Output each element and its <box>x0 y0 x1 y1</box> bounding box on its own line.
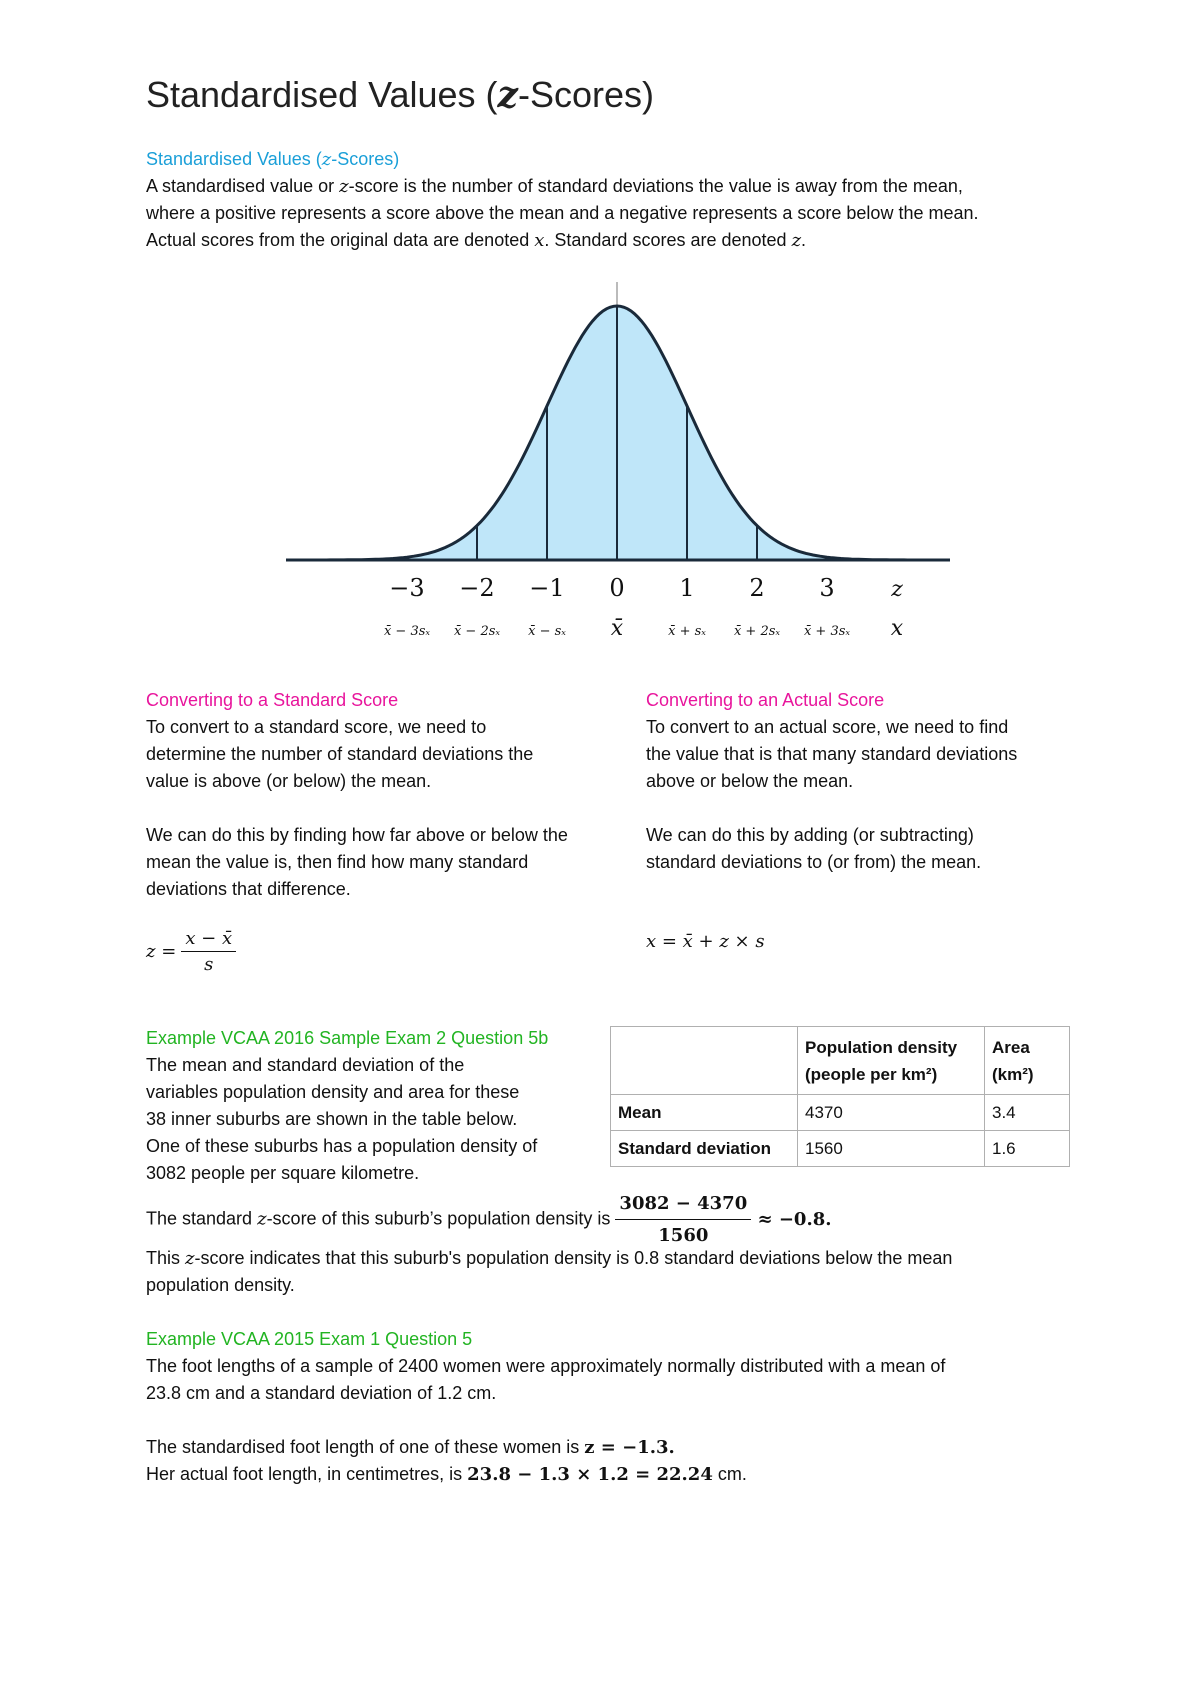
curve-group <box>286 282 950 560</box>
intro-line3-var: x <box>534 230 545 251</box>
example2-section <box>146 1326 1146 1488</box>
intro-line1-var: z <box>339 176 349 197</box>
example1-heading: Example VCAA 2016 Sample Exam 2 Question 5b <box>146 1028 549 1048</box>
answer-fraction <box>615 1190 751 1249</box>
table-row-label: Standard deviation <box>611 1131 798 1167</box>
table-row-label: Mean <box>611 1095 798 1131</box>
z-tick-label: −2 <box>459 574 495 602</box>
example1-line4: One of these suburbs has a population density of <box>146 1136 538 1156</box>
example2-line2: 23.8 cm and a standard deviation of 1.2 cm. <box>146 1383 497 1403</box>
actual-score-formula: x = x̄ + z × s <box>646 931 765 952</box>
spacer <box>146 1407 1146 1434</box>
example1-line3: 38 inner suburbs are shown in the table below. <box>146 1109 518 1129</box>
actual-score-para2-line1: We can do this by adding (or subtracting) <box>646 825 974 845</box>
z-tick-label: −3 <box>389 574 425 602</box>
standard-score-para2-line1: We can do this by finding how far above or below the <box>146 825 568 845</box>
actual-score-para1-line2: the value that is that many standard deviations <box>646 744 1018 764</box>
example2-line4-a: Her actual foot length, in centimetres, is <box>146 1464 468 1484</box>
page-title <box>146 74 654 116</box>
example2-heading: Example VCAA 2015 Exam 1 Question 5 <box>146 1329 473 1349</box>
intro-line-2: where a positive represents a score above the mean and a negative represents a score below the mean. <box>146 203 979 223</box>
x-tick-label: x̄ <box>610 616 624 641</box>
example2-line3-a: The standardised foot length of one of these women is <box>146 1437 585 1457</box>
intro-line3-c: . <box>801 230 807 250</box>
x-tick-label: x̄ + 3sₓ <box>803 624 851 639</box>
table-cell-area: 3.4 <box>985 1095 1070 1131</box>
intro-line3-b: . Standard scores are denoted <box>544 230 792 250</box>
header-density-line1: Population density <box>805 1037 958 1057</box>
intro-line3-a: Actual scores from the original data are denoted <box>146 230 535 250</box>
intro-line3-var2: z <box>791 230 802 251</box>
intro-heading-prefix: Standardised Values ( <box>146 149 322 169</box>
normal-curve-diagram <box>270 270 960 650</box>
example2-line4 <box>146 1461 1146 1488</box>
title-prefix: Standardised Values ( <box>146 74 498 115</box>
spacer <box>646 795 1106 822</box>
x-tick-label: x̄ − 3sₓ <box>383 624 431 639</box>
intro-heading-var: z <box>321 149 332 170</box>
conclusion-a: This <box>146 1248 186 1268</box>
standard-score-para2-line2: mean the value is, then find how many standard <box>146 852 529 872</box>
formula-lhs: z = <box>146 941 177 962</box>
table-header-density <box>798 1027 985 1095</box>
example2-line4-b: cm. <box>712 1464 747 1484</box>
answer-numerator: 3082 − 4370 <box>615 1190 751 1220</box>
intro-line-3 <box>146 227 1146 254</box>
actual-score-heading: Converting to an Actual Score <box>646 690 885 710</box>
header-area-line1: Area <box>992 1037 1030 1057</box>
example1-conclusion <box>146 1245 1146 1299</box>
conclusion-line2: population density. <box>146 1275 295 1295</box>
answer-text-b: -score of this suburb’s population density is <box>266 1208 616 1229</box>
example1-line2: variables population density and area for these <box>146 1082 520 1102</box>
example2-line4-math: 23.8 − 1.3 × 1.2 = 22.24 <box>467 1464 713 1485</box>
example1-table-wrap <box>610 1026 1070 1167</box>
example1-answer <box>146 1190 832 1249</box>
example1-line5: 3082 people per square kilometre. <box>146 1163 420 1183</box>
table-corner-cell <box>611 1027 798 1095</box>
formula-fraction <box>181 928 236 975</box>
z-tick-label: 3 <box>819 574 835 602</box>
example1-line1: The mean and standard deviation of the <box>146 1055 465 1075</box>
header-density-line2: (people per km²) <box>805 1064 938 1084</box>
x-tick-label: x̄ + 2sₓ <box>733 624 781 639</box>
z-axis-label: z <box>891 577 903 602</box>
actual-score-para1-line3: above or below the mean. <box>646 771 854 791</box>
conclusion-b: -score indicates that this suburb's population density is 0.8 standard deviations below the mean <box>194 1248 953 1268</box>
answer-text-a: The standard <box>146 1208 258 1229</box>
example2-line1: The foot lengths of a sample of 2400 women were approximately normally distributed with a mean of <box>146 1356 946 1376</box>
table-cell-area: 1.6 <box>985 1131 1070 1167</box>
intro-line-1 <box>146 173 1146 200</box>
title-suffix: -Scores) <box>518 74 655 115</box>
header-area-line2: (km²) <box>992 1064 1034 1084</box>
standard-score-formula <box>146 928 236 975</box>
standard-score-para1-line2: determine the number of standard deviations the <box>146 744 534 764</box>
example2-line3-math: z = −1.3. <box>584 1437 675 1458</box>
standard-score-para1-line1: To convert to a standard score, we need to <box>146 717 487 737</box>
standard-score-para2-line3: deviations that difference. <box>146 879 351 899</box>
conclusion-var: z <box>185 1248 195 1269</box>
label-group <box>384 574 904 641</box>
formula-denominator: s <box>204 954 214 975</box>
table-header-row <box>611 1027 1070 1095</box>
x-axis-label: x <box>890 616 904 641</box>
z-tick-label: 1 <box>679 574 695 602</box>
table-row <box>611 1095 1070 1131</box>
actual-score-para1-line1: To convert to an actual score, we need to find <box>646 717 1009 737</box>
example2-line3 <box>146 1434 1146 1461</box>
table-cell-density: 1560 <box>798 1131 985 1167</box>
conclusion-line1 <box>146 1245 1146 1272</box>
z-tick-label: −1 <box>529 574 565 602</box>
answer-result: ≈ −0.8. <box>751 1209 832 1230</box>
x-tick-label: x̄ − 2sₓ <box>453 624 501 639</box>
standard-score-para1-line3: value is above (or below) the mean. <box>146 771 432 791</box>
intro-line1-b: -score is the number of standard deviations the value is away from the mean, <box>348 176 963 196</box>
intro-line1-a: A standardised value or <box>146 176 340 196</box>
title-var: z <box>497 74 518 116</box>
actual-score-section <box>646 687 1106 876</box>
intro-section <box>146 146 1146 254</box>
x-tick-label: x̄ − sₓ <box>528 624 566 639</box>
intro-heading <box>146 146 1146 173</box>
answer-var: z <box>257 1208 267 1230</box>
example1-table <box>610 1026 1070 1167</box>
table-header-area <box>985 1027 1070 1095</box>
z-tick-label: 0 <box>609 574 625 602</box>
z-tick-label: 2 <box>749 574 765 602</box>
table-row <box>611 1131 1070 1167</box>
x-tick-label: x̄ + sₓ <box>668 624 706 639</box>
answer-denominator: 1560 <box>658 1225 709 1246</box>
spacer <box>146 795 646 822</box>
example1-section <box>146 1025 606 1187</box>
formula-numerator: x − x̄ <box>181 928 236 952</box>
standard-score-section <box>146 687 646 903</box>
standard-score-heading: Converting to a Standard Score <box>146 690 399 710</box>
table-cell-density: 4370 <box>798 1095 985 1131</box>
actual-score-para2-line2: standard deviations to (or from) the mean. <box>646 852 982 872</box>
intro-heading-suffix: -Scores) <box>331 149 400 169</box>
